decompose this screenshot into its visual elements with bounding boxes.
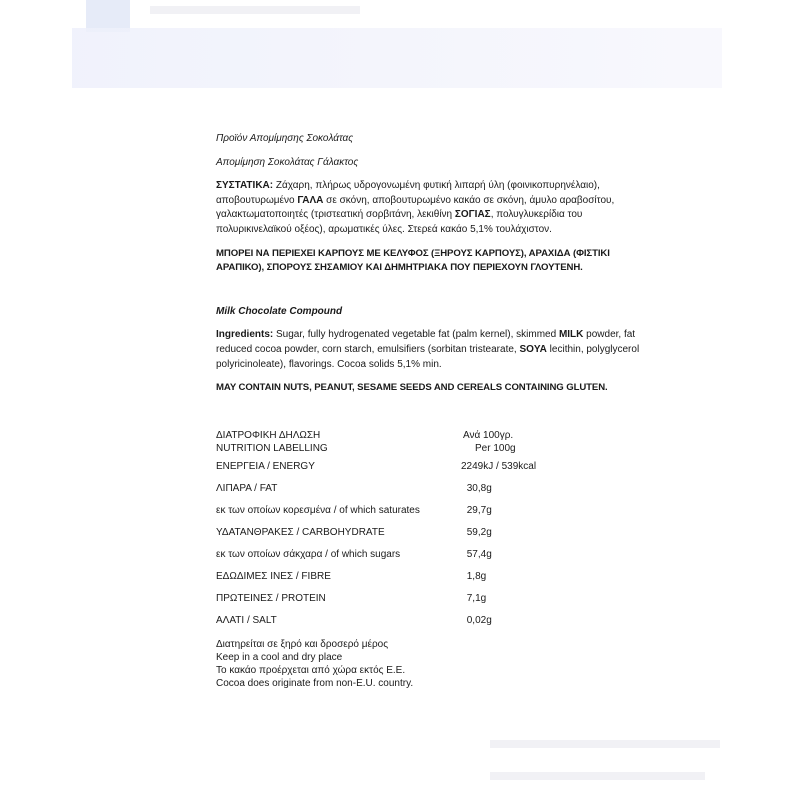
nutrition-row [216,592,546,614]
nutrition-row-value: 59,2g [466,526,492,538]
nutrition-row-value: 57,4g [466,548,492,560]
nutrition-header-english: NUTRITION LABELLING [216,443,328,455]
nutrition-table [216,429,546,636]
english-allergen-warning: MAY CONTAIN NUTS, PEANUT, SESAME SEEDS AND CEREALS CONTAINING GLUTEN. [216,382,608,394]
per-100g-english: Per 100g [475,443,516,455]
origin-english: Cocoa does originate from non-E.U. country. [216,678,414,690]
greek-ingredients-text: , πολυγλυκερίδια του πολυρικινελαϊκού οξέος), αρωματικές ύλες. Στερεά κακάο 5,1% τουλάχιστον. [216,209,583,235]
nutrition-row-label: ΠΡΩΤΕΙΝΕΣ / PROTEIN [216,592,326,604]
nutrition-row [216,504,546,526]
english-ingredients-text: Sugar, fully hydrogenated vegetable fat (palm kernel), skimmed [273,329,559,341]
english-ingredients [216,328,646,372]
nutrition-row-value: 1,8g [466,570,487,582]
background-title-line [150,6,360,14]
english-allergen-milk: MILK [558,329,584,341]
nutrition-row-label: εκ των οποίων σάκχαρα / of which sugars [216,548,401,560]
nutrition-row-value: 7,1g [466,592,487,604]
product-label-document [216,132,646,691]
nutrition-row-label: ΛΙΠΑΡΑ / FAT [216,482,278,494]
greek-allergen-warning: ΜΠΟΡΕΙ ΝΑ ΠΕΡΙΕΧΕΙ ΚΑΡΠΟΥΣ ΜΕ ΚΕΛΥΦΟΣ (ΞΗΡΟΥΣ ΚΑΡΠΟΥΣ), ΑΡΑΧΙΔΑ (ΦΙΣΤΙΚΙ ΑΡΑΠΙΚΟ), ΣΠΟΡΟΥΣ ΣΗΣΑΜΙΟΥ ΚΑΙ ΔΗΜΗΤΡΙΑΚΑ ΠΟΥ ΠΕΡΙΕΧΟΥΝ ΓΛΟΥΤΕΝΗ. [216,247,610,274]
nutrition-row [216,570,546,592]
nutrition-row-label: εκ των οποίων κορεσμένα / of which saturates [216,504,420,516]
nutrition-row-value: 0,02g [466,614,492,626]
greek-ingredients-text: σε σκόνη, αποβουτυρωμένο κακάο σε σκόνη, άμυλο αραβοσίτου, γαλακτωματοποιητές (τριστεατική σορβιτάνη, λεκιθίνη [216,194,615,221]
nutrition-row [216,614,546,636]
greek-product-title: Προϊόν Απομίμησης Σοκολάτας [216,133,354,144]
nutrition-row-label: ΕΔΩΔΙΜΕΣ ΙΝΕΣ / FIBRE [216,570,331,582]
per-100g-greek: Ανά 100γρ. [463,429,514,441]
greek-allergen-soy: ΣΟΓΙΑΣ [454,209,491,221]
nutrition-row [216,482,546,504]
nutrition-row-label: ΑΛΑΤΙ / SALT [216,614,277,626]
nutrition-header-labels [216,429,463,456]
nutrition-row-label: ΥΔΑΤΑΝΘΡΑΚΕΣ / CARBOHYDRATE [216,526,385,538]
english-ingredients-text: powder, fat reduced cocoa powder, corn starch, emulsifiers (sorbitan tristearate, [216,329,636,355]
nutrition-header-row [216,429,546,456]
greek-ingredients-text: Ζάχαρη, πλήρως υδρογονωμένη φυτική λιπαρή ύλη (φοινικοπυρηνέλαιο), αποβουτυρωμένο [216,180,600,206]
storage-notes [216,638,646,691]
storage-english: Keep in a cool and dry place [216,651,343,663]
english-product-title: Milk Chocolate Compound [216,305,343,317]
nutrition-row [216,526,546,548]
nutrition-row-value: 30,8g [466,482,492,494]
english-ingredients-label: Ingredients: [216,329,274,341]
greek-ingredients [216,179,646,237]
background-header-bar [72,28,722,88]
nutrition-row [216,548,546,570]
nutrition-row-value: 29,7g [466,504,492,516]
background-text-line [490,740,720,748]
nutrition-header-greek: ΔΙΑΤΡΟΦΙΚΗ ΔΗΛΩΣΗ [216,429,321,441]
nutrition-row-value: 2249kJ / 539kcal [461,460,537,472]
nutrition-row-label: ΕΝΕΡΓΕΙΑ / ENERGY [216,460,315,472]
greek-product-subtitle: Απομίμηση Σοκολάτας Γάλακτος [216,156,359,168]
background-text-line [490,772,705,780]
greek-allergen-milk: ΓΑΛΑ [297,194,324,206]
nutrition-rows [216,460,546,636]
origin-greek: Το κακάο προέρχεται από χώρα εκτός Ε.Ε. [216,665,406,677]
storage-greek: Διατηρείται σε ξηρό και δροσερό μέρος [216,638,389,650]
nutrition-header-per [463,429,543,456]
english-allergen-soy: SOYA [519,343,547,355]
greek-ingredients-label: ΣΥΣΤΑΤΙΚΑ: [216,180,274,192]
nutrition-row [216,460,546,482]
english-ingredients-text: lecithin, polyglycerol polyricinoleate), flavorings. Cocoa solids 5,1% min. [216,343,640,370]
